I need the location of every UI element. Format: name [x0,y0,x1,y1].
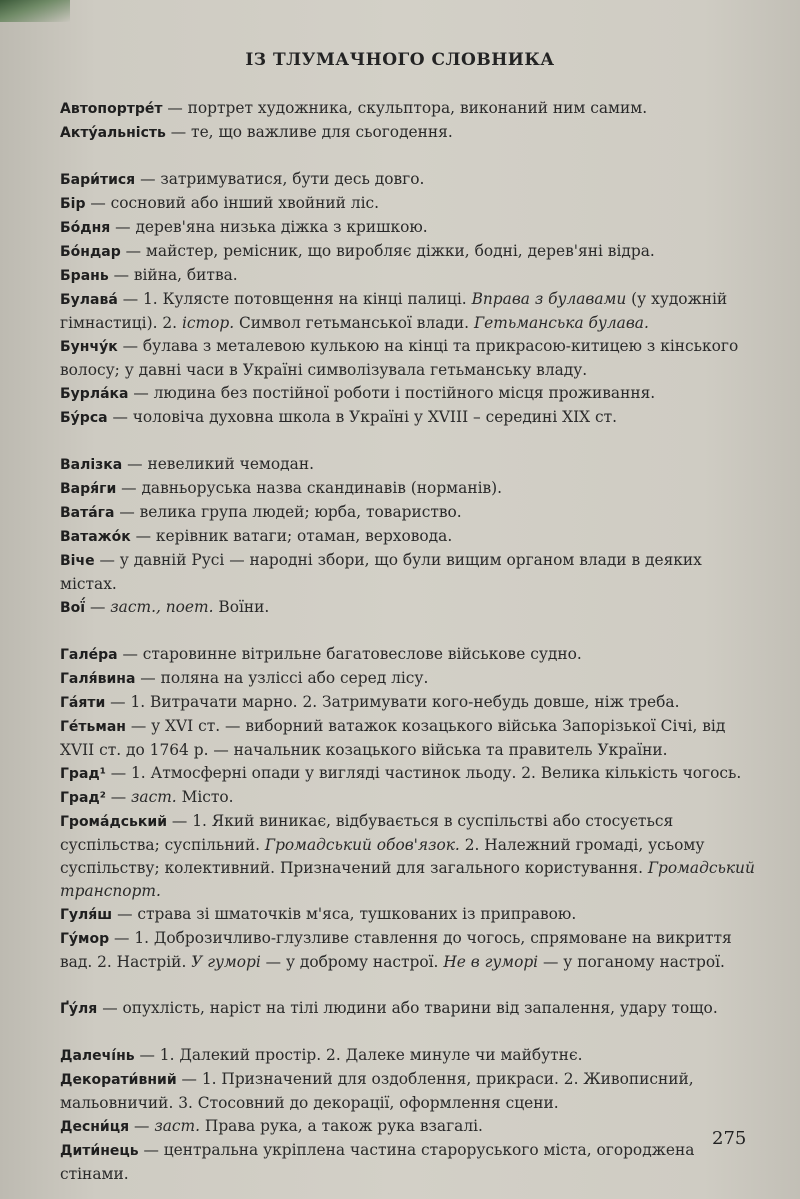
dictionary-entry [60,1068,756,1115]
dictionary-entry [60,406,756,430]
definition: Воїни. [213,598,270,616]
page-corner-shadow [0,0,70,22]
example: Громадський транспорт. [60,859,755,900]
dictionary-entry [60,335,756,382]
headword: Варя́ги [60,481,117,497]
headword: Дити́нець [60,1143,139,1159]
definition: — у доброму настрої. [260,953,444,971]
definition: — велика група людей; юрба, товариство. [114,503,462,521]
definition: — центральна укріплена частина староруського міста, огороджена стінами. [60,1141,695,1183]
dictionary-entry [60,1139,756,1186]
dictionary-entry [60,501,756,525]
example: Не в гуморі [443,953,539,971]
definition: — старовинне вітрильне багатовеслове військове судно. [117,645,582,663]
headword: Віче [60,553,95,569]
definition: — 1. Витрачати марно. 2. Затримувати кого-небудь довше, ніж треба. [105,693,680,711]
example: Громадський обов'язок. [264,836,460,854]
example: Вправа з булавами [471,290,627,308]
dictionary-entry [60,121,756,145]
letter-group-a [60,97,756,145]
headword: Гуля́ш [60,907,113,923]
headword: Декорати́вний [60,1072,177,1088]
example: У гуморі [191,953,261,971]
definition: — затримуватися, бути десь довго. [135,170,425,188]
definition: — давньоруська назва скандинавів (норманів). [116,479,503,497]
definition: — у давній Русі — народні збори, що були вищим органом влади в деяких містах. [60,551,702,593]
headword: Далечі́нь [60,1048,135,1064]
example: Гетьманська булава. [473,314,649,332]
dictionary-entry [60,667,756,691]
headword: Валізка [60,457,123,473]
definition: — людина без постійної роботи і постійного місця проживання. [128,384,656,402]
headword: Бу́рса [60,410,108,426]
definition: — у поганому настрої. [538,953,725,971]
page-title: ІЗ ТЛУМАЧНОГО СЛОВНИКА [245,50,555,70]
letter-group-b [60,168,756,430]
headword: Гу́мор [60,931,110,947]
dictionary-entry [60,240,756,264]
headword: Вата́га [60,505,115,521]
definition: Символ гетьманської влади. [234,314,474,332]
dictionary-entry [60,549,756,596]
headword: Вої́ [60,600,86,616]
group-spacer [60,620,756,643]
headword: Град² [60,790,106,806]
headword: Бір [60,196,86,212]
label: заст., поет. [110,598,214,616]
dictionary-entry [60,1115,756,1139]
definition: — війна, битва. [108,266,238,284]
dictionary-entry [60,288,756,335]
dictionary-entry [60,927,756,974]
headword: Булава́ [60,292,118,308]
label: заст. [131,788,177,806]
definition: — у XVI ст. — виборний ватажок козацького війська Запорізької Січі, від XVII ст. до 1764 р. — начальник козацького війська та правитель України. [60,717,726,759]
definition: — 1. Кулясте потовщення на кінці палиці. [117,290,472,308]
dictionary-entry [60,903,756,927]
dictionary-entry [60,97,756,121]
definition: — невеликий чемодан. [122,455,314,473]
dictionary-entry [60,168,756,192]
definition: — чоловіча духовна школа в Україні у XVIII – середині XIX ст. [107,408,618,426]
definition: — булава з металевою кулькою на кінці та прикрасою-китицею з кінського волосу; у давні часи в Україні символізувала гетьманську владу. [60,337,739,379]
definition: — дерев'яна низька діжка з кришкою. [110,218,428,236]
dictionary-entry [60,525,756,549]
group-spacer [60,145,756,168]
dictionary-entry [60,810,756,903]
dictionary-entry [60,715,756,762]
headword: Ге́тьман [60,719,126,735]
definition: Місто. [176,788,234,806]
group-spacer [60,974,756,997]
definition: 2. Належний громаді, усьому суспільству; колективний. Призначений для загального користування. [60,836,705,877]
definition: — страва зі шматочків м'яса, тушкованих із приправою. [112,905,577,923]
label: істор. [181,314,235,332]
headword: Бари́тися [60,172,136,188]
headword: Ватажо́к [60,529,131,545]
dictionary-entry [60,643,756,667]
headword: Галя́вина [60,671,136,687]
definition: — те, що важливе для сьогодення. [165,123,453,141]
definition: — [105,788,132,806]
dictionary-entry [60,216,756,240]
headword: Автопортре́т [60,101,163,117]
definition: — опухлість, наріст на тілі людини або тварини від запалення, удару тощо. [97,999,718,1017]
headword: Га́яти [60,695,106,711]
headword: Бо́дня [60,220,111,236]
group-spacer [60,430,756,453]
headword: Ґу́ля [60,1001,98,1017]
definition: — 1. Доброзичливо-глузливе ставлення до чогось, спрямоване на викриття вад. 2. Настрій. [60,929,732,971]
headword: Грома́дський [60,814,168,830]
headword: Гале́ра [60,647,118,663]
group-spacer [60,1021,756,1044]
letter-group-d [60,1044,756,1186]
headword: Бо́ндар [60,244,121,260]
headword: Десни́ця [60,1119,130,1135]
definition: — керівник ватаги; отаман, верховода. [130,527,453,545]
dictionary-entry [60,453,756,477]
dictionary-entry [60,786,756,810]
definition: — [129,1117,155,1135]
letter-group-g [60,997,756,1021]
dictionary-entry [60,596,756,620]
dictionary-entry [60,997,756,1021]
dictionary-entry [60,192,756,216]
definition: (у художній гімнастиці). 2. [60,290,728,332]
headword: Град¹ [60,766,106,782]
definition: — поляна на узліссі або серед лісу. [135,669,429,687]
definition: — 1. Призначений для оздоблення, прикраси. 2. Живописний, мальовничий. 3. Стосовний до декорації, оформлення сцени. [60,1070,694,1112]
definition: — майстер, ремісник, що виробляє діжки, бодні, дерев'яні відра. [120,242,655,260]
definition: — портрет художника, скульптора, виконаний ним самим. [162,99,648,117]
dictionary-entry [60,762,756,786]
dictionary-entry [60,264,756,288]
headword: Акту́альність [60,125,166,141]
definition: — 1. Який виникає, відбувається в суспільстві або стосується суспільства; суспільний. [60,812,674,854]
definition: Права рука, а також рука взагалі. [200,1117,483,1135]
dictionary-entry [60,382,756,406]
page-number: 275 [712,1128,747,1149]
headword: Брань [60,268,109,284]
headword: Бурла́ка [60,386,129,402]
definition: — 1. Далекий простір. 2. Далеке минуле чи майбутнє. [134,1046,583,1064]
dictionary-body [60,97,756,1186]
dictionary-entry [60,1044,756,1068]
label: заст. [154,1117,200,1135]
dictionary-entry [60,477,756,501]
definition: — [85,598,111,616]
definition: — сосновий або інший хвойний ліс. [85,194,380,212]
definition: — 1. Атмосферні опади у вигляді частинок льоду. 2. Велика кількість чогось. [105,764,742,782]
letter-group-h [60,643,756,974]
letter-group-v [60,453,756,620]
dictionary-entry [60,691,756,715]
headword: Бунчу́к [60,339,118,355]
